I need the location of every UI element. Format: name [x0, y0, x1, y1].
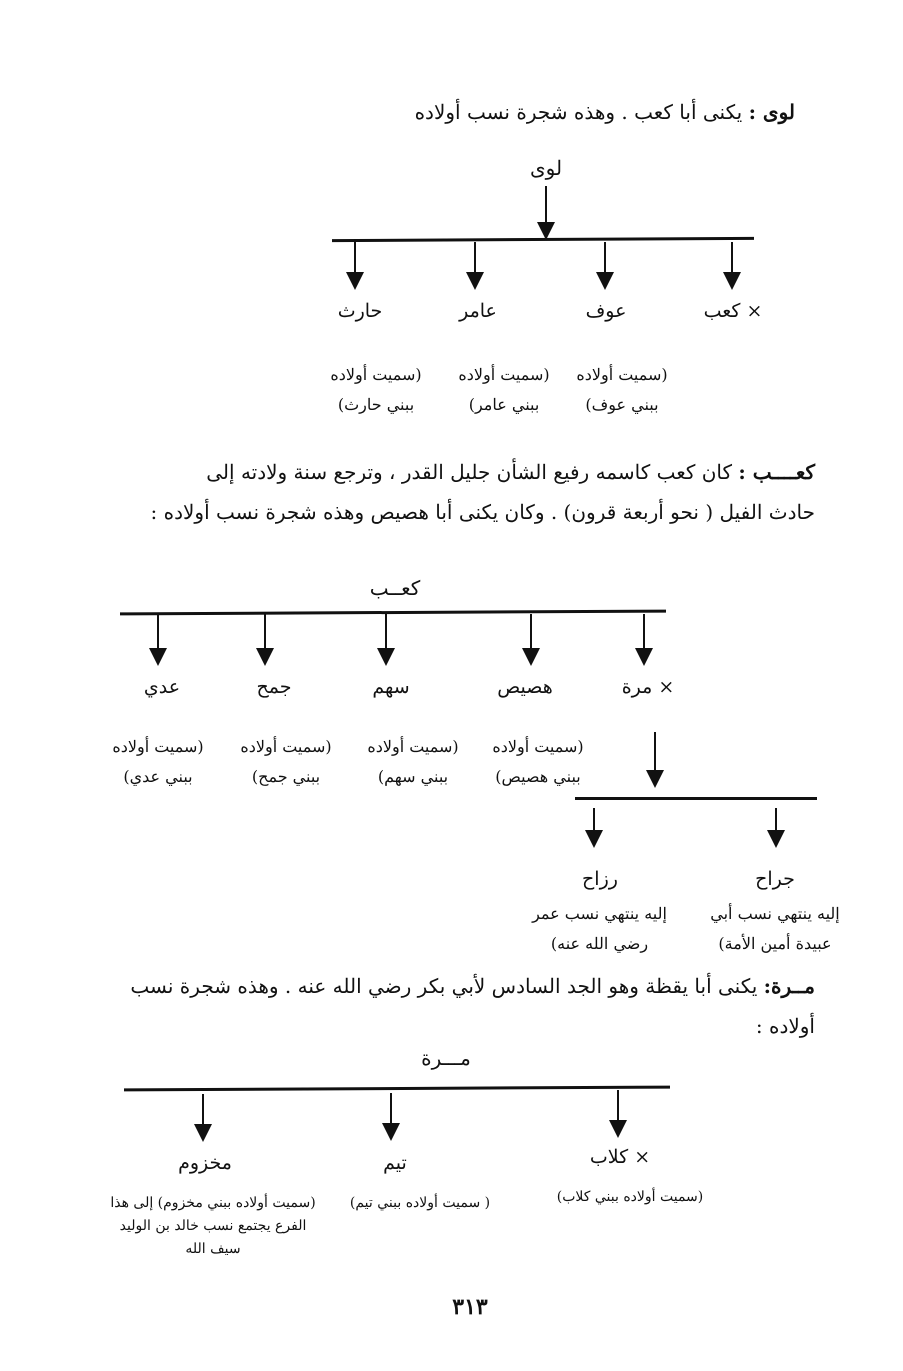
luay-heading: لوى :	[748, 100, 795, 124]
murra-paragraph	[45, 966, 815, 1046]
luay-arrow-4	[354, 242, 356, 288]
luay-root-arrow	[545, 186, 547, 238]
murra-note-makhzum: (سميت أولاده ببني مخزوم) إلى هذا الفرع يجتمع نسب خالد بن الوليد سيف الله	[110, 1195, 316, 1257]
page-number: ٣١٣	[452, 1294, 488, 1320]
murra-child-rizah: رزاح	[582, 868, 618, 890]
luay-note-awf: (سميت أولاده ببني عوف)	[576, 365, 668, 414]
luay-note-amir: (سميت أولاده ببني عامر)	[458, 365, 550, 414]
kaab-child-adiy: عدي	[143, 676, 181, 698]
kaab-arrow-3	[385, 614, 387, 664]
luay-intro-text: يكنى أبا كعب . وهذه شجرة نسب أولاده	[414, 100, 743, 124]
kaab-child-sahm: سهم	[372, 676, 410, 698]
murra-child-makhzum: مخزوم	[178, 1152, 232, 1174]
luay-tree-bar	[332, 237, 754, 242]
kaab-note-sahm: (سميت أولاده ببني سهم)	[367, 737, 459, 786]
murra-note-taym: ( سميت أولاده ببني تيم)	[349, 1195, 491, 1211]
murra-tree-root: مـــرة	[421, 1046, 471, 1070]
luay-arrow-3	[474, 242, 476, 288]
murra-tree-bar	[124, 1086, 670, 1092]
murra-note-kilab: (سميت أولاده ببني كلاب)	[556, 1189, 704, 1205]
kaab-tree-bar	[120, 610, 666, 616]
kaab-line-1: كان كعب كاسمه رفيع الشأن جليل القدر ، وترجع سنة ولادته إلى	[206, 460, 733, 484]
murra-arrow-jarrah	[775, 808, 777, 846]
kaab-child-murra: × مرة	[621, 676, 675, 698]
murra-child-kilab: × كلاب	[589, 1146, 651, 1168]
murra-arrow-2	[390, 1093, 392, 1139]
kaab-heading: كعــــب :	[738, 460, 815, 484]
luay-arrow-2	[604, 242, 606, 288]
murra-heading: مــرة:	[763, 974, 815, 998]
luay-arrow-1	[731, 242, 733, 288]
kaab-note-husays: (سميت أولاده ببني هصيص)	[492, 737, 584, 786]
luay-intro	[415, 100, 795, 124]
murra-note-rizah: إليه ينتهي نسب عمر رضي الله عنه)	[532, 904, 667, 953]
murra-line-1: يكنى أبا يقظة وهو الجد السادس لأبي بكر رضي الله عنه . وهذه شجرة نسب	[130, 974, 758, 998]
luay-note-harith: (سميت أولاده ببني حارث)	[330, 365, 422, 414]
murra-note-jarrah: إليه ينتهي نسب أبي عبيدة أمين الأمة)	[710, 904, 840, 953]
murra-arrow-3	[202, 1094, 204, 1140]
luay-child-harith: حارث	[337, 300, 383, 322]
luay-child-awf: عوف	[585, 300, 627, 322]
murra-down-arrow	[654, 732, 656, 786]
kaab-line-2: حادث الفيل ( نحو أربعة قرون) . وكان يكنى أبا هصيص وهذه شجرة نسب أولاده :	[150, 500, 815, 524]
kaab-note-jumah: (سميت أولاده ببني جمح)	[240, 737, 332, 786]
kaab-arrow-2	[530, 614, 532, 664]
kaab-child-jumah: جمح	[256, 676, 292, 698]
luay-tree-root: لوى	[529, 156, 563, 180]
kaab-child-husays: هصيص	[497, 676, 553, 698]
kaab-arrow-4	[264, 614, 266, 664]
luay-child-amir: عامر	[459, 300, 497, 322]
kaab-arrow-5	[157, 614, 159, 664]
kaab-arrow-1	[643, 614, 645, 664]
murra-sub-bar	[575, 797, 817, 800]
luay-child-kaab: × كعب	[703, 300, 763, 322]
kaab-tree-root: كعــب	[369, 576, 421, 600]
kaab-note-adiy: (سميت أولاده ببني عدي)	[112, 737, 204, 786]
murra-child-taym: تيم	[383, 1152, 407, 1174]
kaab-paragraph	[45, 452, 815, 532]
murra-arrow-rizah	[593, 808, 595, 846]
murra-child-jarrah: جراح	[755, 868, 795, 890]
murra-line-2: أولاده :	[755, 1014, 815, 1038]
murra-arrow-1	[617, 1090, 619, 1136]
